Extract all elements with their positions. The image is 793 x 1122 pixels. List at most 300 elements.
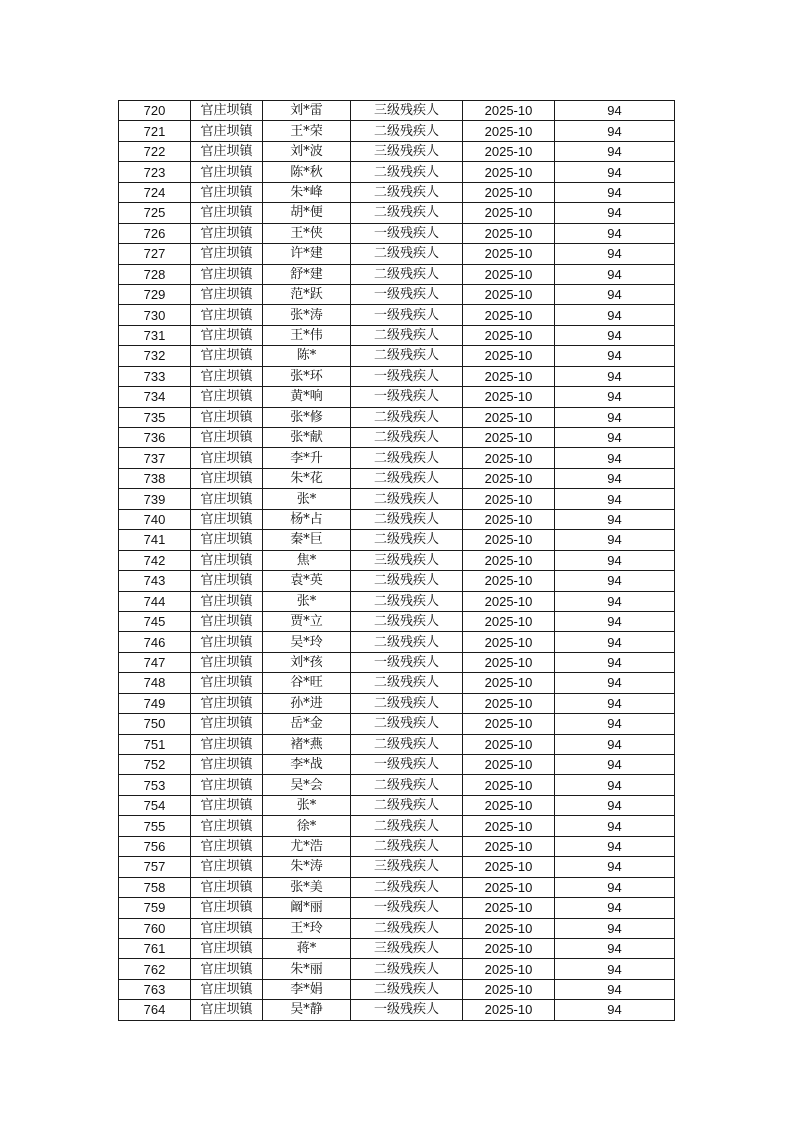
disability-level-cell: 二级残疾人 (351, 448, 463, 468)
table-row (119, 387, 675, 407)
disability-level-cell: 三级残疾人 (351, 857, 463, 877)
table-row (119, 652, 675, 672)
table-row (119, 775, 675, 795)
name-cell: 袁*英 (263, 571, 351, 591)
name-cell: 阚*丽 (263, 898, 351, 918)
month-cell: 2025-10 (463, 755, 555, 775)
row-number-cell: 722 (119, 141, 191, 161)
amount-cell: 94 (555, 264, 675, 284)
month-cell: 2025-10 (463, 673, 555, 693)
name-cell: 朱*峰 (263, 182, 351, 202)
disability-level-cell: 二级残疾人 (351, 816, 463, 836)
row-number-cell: 726 (119, 223, 191, 243)
row-number-cell: 746 (119, 632, 191, 652)
amount-cell: 94 (555, 101, 675, 121)
row-number-cell: 748 (119, 673, 191, 693)
row-number-cell: 750 (119, 714, 191, 734)
name-cell: 朱*丽 (263, 959, 351, 979)
month-cell: 2025-10 (463, 1000, 555, 1020)
amount-cell: 94 (555, 509, 675, 529)
town-cell: 官庄坝镇 (191, 550, 263, 570)
town-cell: 官庄坝镇 (191, 489, 263, 509)
table-row (119, 428, 675, 448)
town-cell: 官庄坝镇 (191, 734, 263, 754)
table-row (119, 1000, 675, 1020)
table-row (119, 959, 675, 979)
row-number-cell: 721 (119, 121, 191, 141)
amount-cell: 94 (555, 979, 675, 999)
disability-level-cell: 一级残疾人 (351, 366, 463, 386)
name-cell: 黄*响 (263, 387, 351, 407)
table-row (119, 509, 675, 529)
disability-level-cell: 一级残疾人 (351, 652, 463, 672)
name-cell: 张*修 (263, 407, 351, 427)
disability-level-cell: 二级残疾人 (351, 162, 463, 182)
disability-level-cell: 二级残疾人 (351, 714, 463, 734)
name-cell: 蒋* (263, 938, 351, 958)
disability-level-cell: 二级残疾人 (351, 959, 463, 979)
row-number-cell: 752 (119, 755, 191, 775)
row-number-cell: 733 (119, 366, 191, 386)
town-cell: 官庄坝镇 (191, 591, 263, 611)
table-row (119, 448, 675, 468)
name-cell: 陈*秋 (263, 162, 351, 182)
amount-cell: 94 (555, 203, 675, 223)
town-cell: 官庄坝镇 (191, 571, 263, 591)
table-row (119, 223, 675, 243)
month-cell: 2025-10 (463, 571, 555, 591)
table-row (119, 857, 675, 877)
town-cell: 官庄坝镇 (191, 325, 263, 345)
month-cell: 2025-10 (463, 836, 555, 856)
town-cell: 官庄坝镇 (191, 244, 263, 264)
disability-level-cell: 二级残疾人 (351, 325, 463, 345)
row-number-cell: 745 (119, 611, 191, 631)
month-cell: 2025-10 (463, 693, 555, 713)
amount-cell: 94 (555, 857, 675, 877)
town-cell: 官庄坝镇 (191, 959, 263, 979)
row-number-cell: 738 (119, 468, 191, 488)
name-cell: 张* (263, 591, 351, 611)
amount-cell: 94 (555, 530, 675, 550)
table-row (119, 714, 675, 734)
name-cell: 谷*旺 (263, 673, 351, 693)
town-cell: 官庄坝镇 (191, 223, 263, 243)
month-cell: 2025-10 (463, 407, 555, 427)
name-cell: 陈* (263, 346, 351, 366)
amount-cell: 94 (555, 366, 675, 386)
table-row (119, 673, 675, 693)
month-cell: 2025-10 (463, 162, 555, 182)
name-cell: 张* (263, 795, 351, 815)
month-cell: 2025-10 (463, 938, 555, 958)
table-row (119, 816, 675, 836)
town-cell: 官庄坝镇 (191, 898, 263, 918)
table-row (119, 530, 675, 550)
table-row (119, 877, 675, 897)
amount-cell: 94 (555, 877, 675, 897)
row-number-cell: 749 (119, 693, 191, 713)
table-row (119, 284, 675, 304)
month-cell: 2025-10 (463, 428, 555, 448)
name-cell: 许*建 (263, 244, 351, 264)
amount-cell: 94 (555, 652, 675, 672)
amount-cell: 94 (555, 898, 675, 918)
disability-level-cell: 三级残疾人 (351, 141, 463, 161)
table-row (119, 121, 675, 141)
name-cell: 范*跃 (263, 284, 351, 304)
row-number-cell: 735 (119, 407, 191, 427)
row-number-cell: 725 (119, 203, 191, 223)
month-cell: 2025-10 (463, 918, 555, 938)
amount-cell: 94 (555, 632, 675, 652)
month-cell: 2025-10 (463, 611, 555, 631)
month-cell: 2025-10 (463, 530, 555, 550)
row-number-cell: 751 (119, 734, 191, 754)
row-number-cell: 754 (119, 795, 191, 815)
roster-body (119, 101, 675, 1021)
name-cell: 张*献 (263, 428, 351, 448)
row-number-cell: 731 (119, 325, 191, 345)
table-row (119, 693, 675, 713)
amount-cell: 94 (555, 714, 675, 734)
amount-cell: 94 (555, 182, 675, 202)
disability-level-cell: 三级残疾人 (351, 938, 463, 958)
town-cell: 官庄坝镇 (191, 346, 263, 366)
table-row (119, 918, 675, 938)
table-row (119, 938, 675, 958)
amount-cell: 94 (555, 836, 675, 856)
name-cell: 张*环 (263, 366, 351, 386)
amount-cell: 94 (555, 346, 675, 366)
table-row (119, 203, 675, 223)
month-cell: 2025-10 (463, 182, 555, 202)
town-cell: 官庄坝镇 (191, 632, 263, 652)
month-cell: 2025-10 (463, 121, 555, 141)
town-cell: 官庄坝镇 (191, 182, 263, 202)
table-row (119, 468, 675, 488)
row-number-cell: 730 (119, 305, 191, 325)
amount-cell: 94 (555, 305, 675, 325)
row-number-cell: 739 (119, 489, 191, 509)
town-cell: 官庄坝镇 (191, 816, 263, 836)
amount-cell: 94 (555, 284, 675, 304)
amount-cell: 94 (555, 693, 675, 713)
month-cell: 2025-10 (463, 714, 555, 734)
town-cell: 官庄坝镇 (191, 284, 263, 304)
name-cell: 李*娟 (263, 979, 351, 999)
row-number-cell: 762 (119, 959, 191, 979)
disability-level-cell: 三级残疾人 (351, 101, 463, 121)
month-cell: 2025-10 (463, 141, 555, 161)
row-number-cell: 742 (119, 550, 191, 570)
row-number-cell: 755 (119, 816, 191, 836)
row-number-cell: 756 (119, 836, 191, 856)
town-cell: 官庄坝镇 (191, 877, 263, 897)
name-cell: 吴*会 (263, 775, 351, 795)
row-number-cell: 764 (119, 1000, 191, 1020)
row-number-cell: 724 (119, 182, 191, 202)
name-cell: 秦*巨 (263, 530, 351, 550)
table-row (119, 244, 675, 264)
table-row (119, 305, 675, 325)
table-row (119, 101, 675, 121)
table-row (119, 836, 675, 856)
disability-level-cell: 一级残疾人 (351, 1000, 463, 1020)
town-cell: 官庄坝镇 (191, 101, 263, 121)
row-number-cell: 729 (119, 284, 191, 304)
amount-cell: 94 (555, 571, 675, 591)
town-cell: 官庄坝镇 (191, 264, 263, 284)
month-cell: 2025-10 (463, 632, 555, 652)
town-cell: 官庄坝镇 (191, 652, 263, 672)
town-cell: 官庄坝镇 (191, 468, 263, 488)
month-cell: 2025-10 (463, 366, 555, 386)
town-cell: 官庄坝镇 (191, 755, 263, 775)
month-cell: 2025-10 (463, 325, 555, 345)
disability-level-cell: 一级残疾人 (351, 898, 463, 918)
disability-level-cell: 二级残疾人 (351, 509, 463, 529)
table-row (119, 162, 675, 182)
amount-cell: 94 (555, 325, 675, 345)
row-number-cell: 740 (119, 509, 191, 529)
month-cell: 2025-10 (463, 652, 555, 672)
amount-cell: 94 (555, 918, 675, 938)
table-row (119, 489, 675, 509)
town-cell: 官庄坝镇 (191, 366, 263, 386)
row-number-cell: 723 (119, 162, 191, 182)
town-cell: 官庄坝镇 (191, 714, 263, 734)
amount-cell: 94 (555, 387, 675, 407)
name-cell: 徐* (263, 816, 351, 836)
disability-level-cell: 二级残疾人 (351, 795, 463, 815)
month-cell: 2025-10 (463, 284, 555, 304)
amount-cell: 94 (555, 244, 675, 264)
name-cell: 焦* (263, 550, 351, 570)
table-row (119, 407, 675, 427)
name-cell: 杨*占 (263, 509, 351, 529)
month-cell: 2025-10 (463, 550, 555, 570)
name-cell: 张*涛 (263, 305, 351, 325)
disability-level-cell: 一级残疾人 (351, 755, 463, 775)
amount-cell: 94 (555, 550, 675, 570)
table-row (119, 325, 675, 345)
row-number-cell: 760 (119, 918, 191, 938)
town-cell: 官庄坝镇 (191, 428, 263, 448)
name-cell: 王*侠 (263, 223, 351, 243)
month-cell: 2025-10 (463, 244, 555, 264)
table-row (119, 141, 675, 161)
amount-cell: 94 (555, 591, 675, 611)
amount-cell: 94 (555, 775, 675, 795)
row-number-cell: 741 (119, 530, 191, 550)
name-cell: 朱*花 (263, 468, 351, 488)
amount-cell: 94 (555, 448, 675, 468)
row-number-cell: 757 (119, 857, 191, 877)
row-number-cell: 763 (119, 979, 191, 999)
town-cell: 官庄坝镇 (191, 141, 263, 161)
name-cell: 岳*金 (263, 714, 351, 734)
amount-cell: 94 (555, 407, 675, 427)
month-cell: 2025-10 (463, 591, 555, 611)
amount-cell: 94 (555, 795, 675, 815)
table-row (119, 632, 675, 652)
table-row (119, 550, 675, 570)
disability-level-cell: 一级残疾人 (351, 284, 463, 304)
town-cell: 官庄坝镇 (191, 979, 263, 999)
month-cell: 2025-10 (463, 816, 555, 836)
name-cell: 舒*建 (263, 264, 351, 284)
name-cell: 吴*静 (263, 1000, 351, 1020)
month-cell: 2025-10 (463, 305, 555, 325)
table-row (119, 591, 675, 611)
town-cell: 官庄坝镇 (191, 775, 263, 795)
name-cell: 王*荣 (263, 121, 351, 141)
month-cell: 2025-10 (463, 857, 555, 877)
disability-level-cell: 二级残疾人 (351, 632, 463, 652)
table-row (119, 898, 675, 918)
name-cell: 褚*燕 (263, 734, 351, 754)
row-number-cell: 753 (119, 775, 191, 795)
town-cell: 官庄坝镇 (191, 1000, 263, 1020)
town-cell: 官庄坝镇 (191, 509, 263, 529)
row-number-cell: 720 (119, 101, 191, 121)
disability-level-cell: 二级残疾人 (351, 734, 463, 754)
disability-level-cell: 二级残疾人 (351, 346, 463, 366)
amount-cell: 94 (555, 141, 675, 161)
town-cell: 官庄坝镇 (191, 530, 263, 550)
table-row (119, 755, 675, 775)
amount-cell: 94 (555, 121, 675, 141)
month-cell: 2025-10 (463, 387, 555, 407)
table-row (119, 734, 675, 754)
row-number-cell: 758 (119, 877, 191, 897)
disability-level-cell: 二级残疾人 (351, 918, 463, 938)
amount-cell: 94 (555, 1000, 675, 1020)
row-number-cell: 747 (119, 652, 191, 672)
town-cell: 官庄坝镇 (191, 305, 263, 325)
table-row (119, 571, 675, 591)
disability-level-cell: 二级残疾人 (351, 693, 463, 713)
row-number-cell: 761 (119, 938, 191, 958)
row-number-cell: 734 (119, 387, 191, 407)
town-cell: 官庄坝镇 (191, 448, 263, 468)
town-cell: 官庄坝镇 (191, 836, 263, 856)
disability-level-cell: 二级残疾人 (351, 489, 463, 509)
amount-cell: 94 (555, 162, 675, 182)
name-cell: 张*美 (263, 877, 351, 897)
month-cell: 2025-10 (463, 775, 555, 795)
month-cell: 2025-10 (463, 448, 555, 468)
disability-level-cell: 二级残疾人 (351, 182, 463, 202)
row-number-cell: 736 (119, 428, 191, 448)
subsidy-roster-table (118, 100, 675, 1021)
table-row (119, 611, 675, 631)
amount-cell: 94 (555, 816, 675, 836)
table-row (119, 264, 675, 284)
name-cell: 李*升 (263, 448, 351, 468)
table-row (119, 795, 675, 815)
name-cell: 胡*便 (263, 203, 351, 223)
month-cell: 2025-10 (463, 509, 555, 529)
town-cell: 官庄坝镇 (191, 693, 263, 713)
disability-level-cell: 二级残疾人 (351, 121, 463, 141)
name-cell: 王*玲 (263, 918, 351, 938)
name-cell: 王*伟 (263, 325, 351, 345)
disability-level-cell: 一级残疾人 (351, 223, 463, 243)
disability-level-cell: 二级残疾人 (351, 530, 463, 550)
month-cell: 2025-10 (463, 101, 555, 121)
name-cell: 朱*涛 (263, 857, 351, 877)
month-cell: 2025-10 (463, 877, 555, 897)
disability-level-cell: 二级残疾人 (351, 611, 463, 631)
town-cell: 官庄坝镇 (191, 387, 263, 407)
month-cell: 2025-10 (463, 898, 555, 918)
name-cell: 刘*孩 (263, 652, 351, 672)
name-cell: 孙*进 (263, 693, 351, 713)
name-cell: 刘*雷 (263, 101, 351, 121)
disability-level-cell: 二级残疾人 (351, 407, 463, 427)
table-row (119, 182, 675, 202)
name-cell: 吴*玲 (263, 632, 351, 652)
town-cell: 官庄坝镇 (191, 918, 263, 938)
amount-cell: 94 (555, 223, 675, 243)
row-number-cell: 759 (119, 898, 191, 918)
row-number-cell: 728 (119, 264, 191, 284)
disability-level-cell: 二级残疾人 (351, 591, 463, 611)
disability-level-cell: 二级残疾人 (351, 203, 463, 223)
row-number-cell: 727 (119, 244, 191, 264)
month-cell: 2025-10 (463, 489, 555, 509)
town-cell: 官庄坝镇 (191, 938, 263, 958)
month-cell: 2025-10 (463, 223, 555, 243)
amount-cell: 94 (555, 938, 675, 958)
town-cell: 官庄坝镇 (191, 611, 263, 631)
amount-cell: 94 (555, 959, 675, 979)
disability-level-cell: 三级残疾人 (351, 550, 463, 570)
row-number-cell: 743 (119, 571, 191, 591)
amount-cell: 94 (555, 611, 675, 631)
month-cell: 2025-10 (463, 734, 555, 754)
amount-cell: 94 (555, 489, 675, 509)
disability-level-cell: 二级残疾人 (351, 877, 463, 897)
month-cell: 2025-10 (463, 346, 555, 366)
disability-level-cell: 二级残疾人 (351, 836, 463, 856)
name-cell: 刘*波 (263, 141, 351, 161)
month-cell: 2025-10 (463, 795, 555, 815)
amount-cell: 94 (555, 755, 675, 775)
row-number-cell: 744 (119, 591, 191, 611)
name-cell: 贾*立 (263, 611, 351, 631)
name-cell: 尤*浩 (263, 836, 351, 856)
town-cell: 官庄坝镇 (191, 795, 263, 815)
month-cell: 2025-10 (463, 979, 555, 999)
disability-level-cell: 一级残疾人 (351, 387, 463, 407)
amount-cell: 94 (555, 673, 675, 693)
disability-level-cell: 一级残疾人 (351, 305, 463, 325)
name-cell: 张* (263, 489, 351, 509)
town-cell: 官庄坝镇 (191, 162, 263, 182)
month-cell: 2025-10 (463, 203, 555, 223)
name-cell: 李*战 (263, 755, 351, 775)
town-cell: 官庄坝镇 (191, 857, 263, 877)
row-number-cell: 732 (119, 346, 191, 366)
disability-level-cell: 二级残疾人 (351, 264, 463, 284)
row-number-cell: 737 (119, 448, 191, 468)
disability-level-cell: 二级残疾人 (351, 775, 463, 795)
town-cell: 官庄坝镇 (191, 407, 263, 427)
disability-level-cell: 二级残疾人 (351, 979, 463, 999)
